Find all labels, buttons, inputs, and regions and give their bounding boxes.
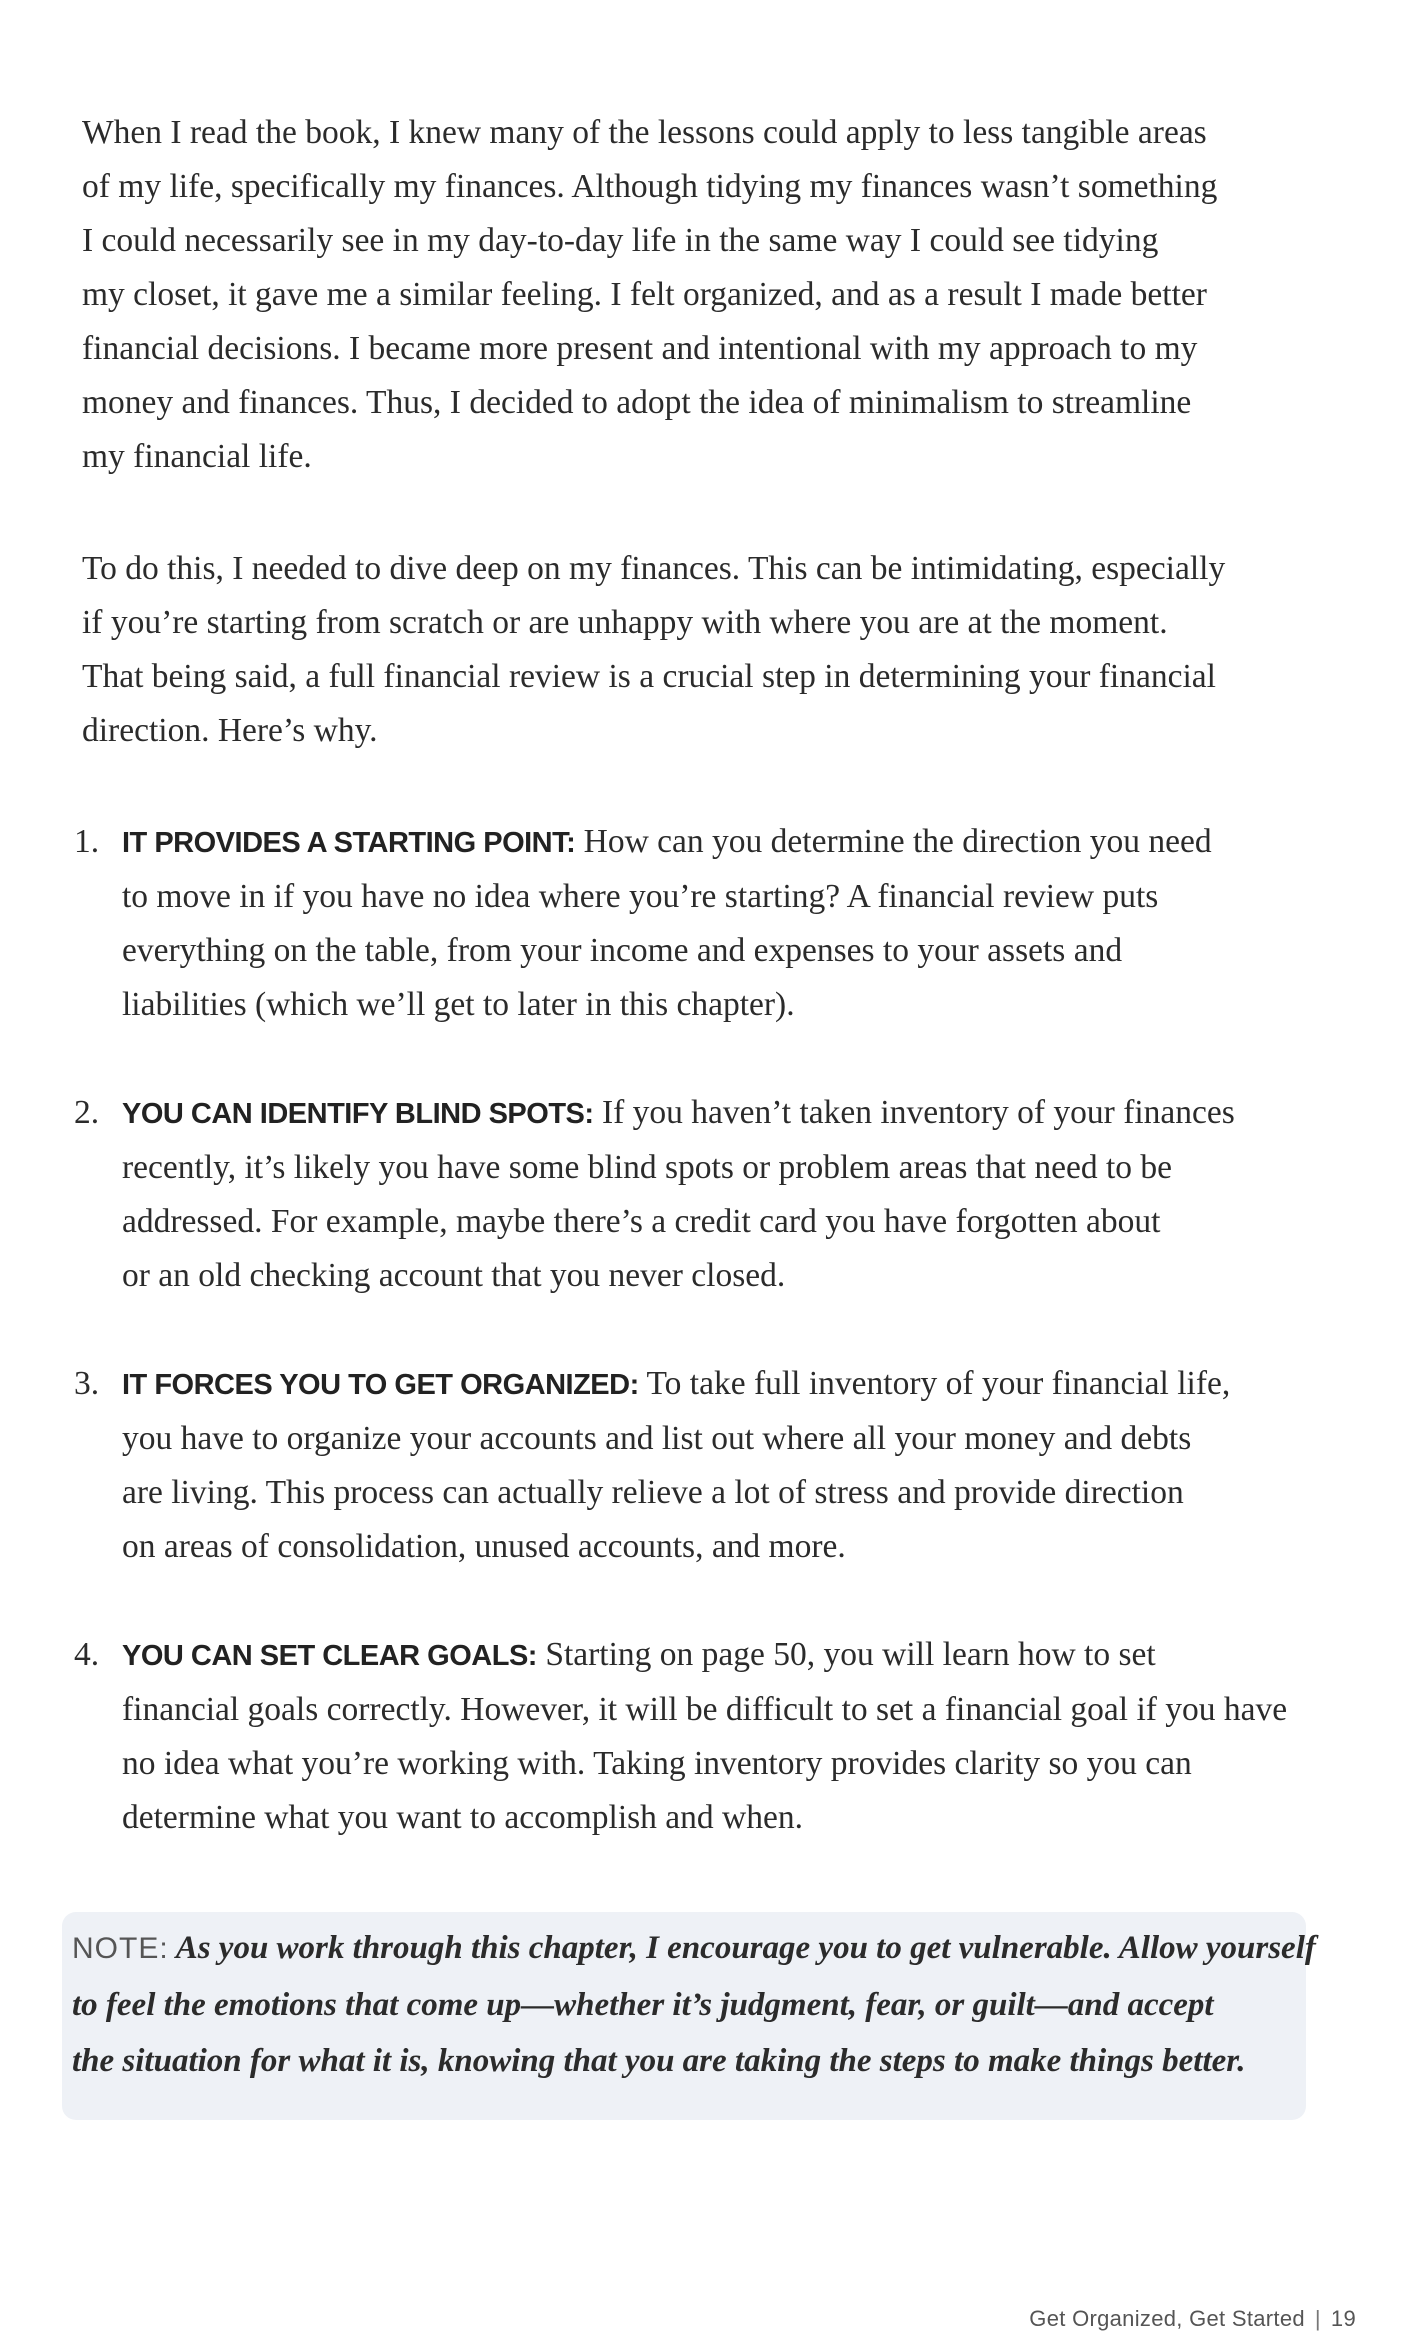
paragraph-line: my closet, it gave me a similar feeling. I felt organized, and as a result I made better — [82, 276, 1207, 313]
paragraph-line: my financial life. — [82, 438, 312, 475]
list-item-line: liabilities (which we’ll get to later in this chapter). — [122, 986, 795, 1023]
chapter-title: Get Organized, Get Started — [1029, 2306, 1305, 2331]
paragraph-line: money and finances. Thus, I decided to adopt the idea of minimalism to streamline — [82, 384, 1192, 421]
list-item-line: no idea what you’re working with. Taking inventory provides clarity so you can — [122, 1745, 1192, 1782]
list-number: 4. — [74, 1636, 100, 1673]
note-text: As you work through this chapter, I encourage you to get vulnerable. Allow yourself — [168, 1930, 1316, 1966]
page-footer — [1029, 2306, 1356, 2332]
paragraph-line: financial decisions. I became more present and intentional with my approach to my — [82, 330, 1198, 367]
footer-separator: | — [1314, 2306, 1321, 2331]
intro-paragraph — [82, 106, 1282, 484]
list-item-line: recently, it’s likely you have some blind spots or problem areas that need to be — [122, 1149, 1173, 1186]
paragraph-line: That being said, a full financial review is a crucial step in determining your financial — [82, 658, 1216, 695]
list-item-heading: YOU CAN SET CLEAR GOALS: — [122, 1640, 537, 1672]
list-item-body — [122, 815, 1302, 1032]
paragraph-line: direction. Here’s why. — [82, 712, 378, 749]
list-item-text: To take full inventory of your financial life, — [638, 1365, 1231, 1402]
paragraph-line: if you’re starting from scratch or are unhappy with where you are at the moment. — [82, 604, 1168, 641]
list-item-text: If you haven’t taken inventory of your finances — [593, 1094, 1235, 1131]
list-number: 1. — [74, 823, 100, 860]
list-item-line: financial goals correctly. However, it will be difficult to set a financial goal if you have — [122, 1691, 1288, 1728]
list-item-heading: YOU CAN IDENTIFY BLIND SPOTS: — [122, 1098, 594, 1130]
note-callout — [72, 1920, 1316, 2089]
note-line: the situation for what it is, knowing that you are taking the steps to make things better. — [72, 2043, 1246, 2079]
list-item-body — [122, 1357, 1302, 1574]
list-item-body — [122, 1628, 1302, 1845]
paragraph-line: When I read the book, I knew many of the lessons could apply to less tangible areas — [82, 114, 1207, 151]
list-item-line: everything on the table, from your income and expenses to your assets and — [122, 932, 1123, 969]
list-item-heading: IT FORCES YOU TO GET ORGANIZED: — [122, 1369, 639, 1401]
page-number: 19 — [1330, 2306, 1356, 2331]
list-item-line: on areas of consolidation, unused accounts, and more. — [122, 1528, 846, 1565]
list-number: 3. — [74, 1365, 100, 1402]
paragraph-line: of my life, specifically my finances. Although tidying my finances wasn’t something — [82, 168, 1218, 205]
list-item-line: are living. This process can actually relieve a lot of stress and provide direction — [122, 1474, 1184, 1511]
list-number: 2. — [74, 1094, 100, 1131]
paragraph-line: I could necessarily see in my day-to-day life in the same way I could see tidying — [82, 222, 1159, 259]
note-label: NOTE: — [72, 1932, 169, 1965]
list-item-line: or an old checking account that you never closed. — [122, 1257, 786, 1294]
list-item-line: determine what you want to accomplish and when. — [122, 1799, 803, 1836]
list-item-line: addressed. For example, maybe there’s a credit card you have forgotten about — [122, 1203, 1161, 1240]
second-paragraph — [82, 542, 1282, 758]
note-line: to feel the emotions that come up—whether it’s judgment, fear, or guilt—and accept — [72, 1987, 1214, 2023]
list-item-heading: IT PROVIDES A STARTING POINT: — [122, 827, 576, 859]
list-item-line: to move in if you have no idea where you’re starting? A financial review puts — [122, 878, 1159, 915]
paragraph-line: To do this, I needed to dive deep on my finances. This can be intimidating, especially — [82, 550, 1226, 587]
list-item-text: How can you determine the direction you need — [575, 823, 1212, 860]
list-item-body — [122, 1086, 1302, 1303]
list-item-text: Starting on page 50, you will learn how to set — [536, 1636, 1156, 1673]
list-item-line: you have to organize your accounts and list out where all your money and debts — [122, 1420, 1192, 1457]
